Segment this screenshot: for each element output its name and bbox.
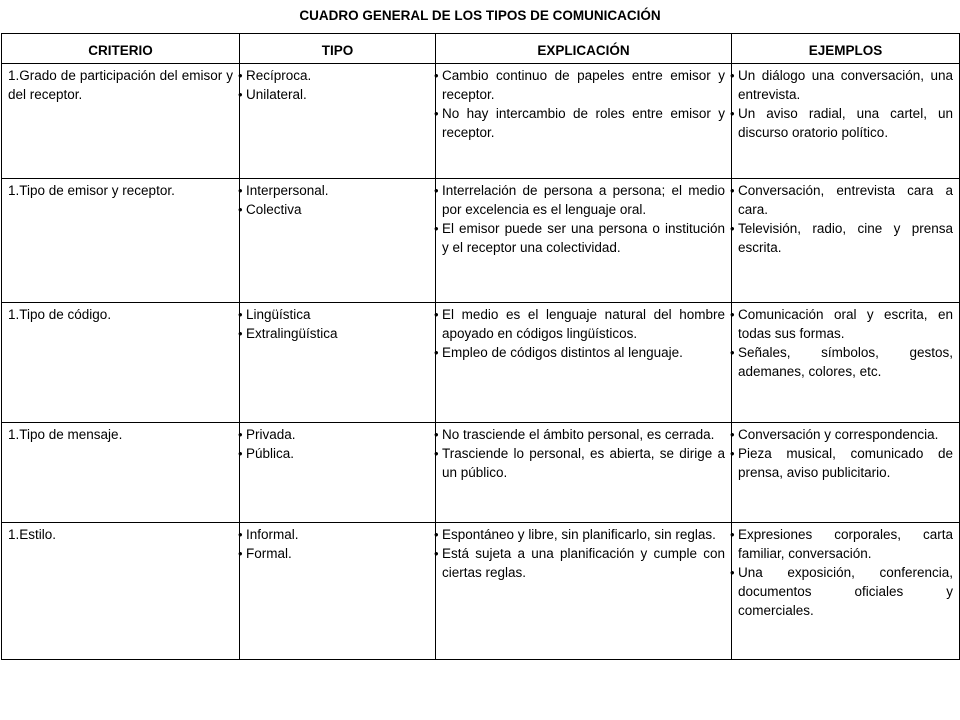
list-item [730,305,953,343]
list-item [730,444,953,482]
ejemplo-text: Conversación y correspondencia. [738,427,939,442]
table-row [2,423,960,523]
list-item [730,104,953,142]
bullet-icon: • [730,427,735,442]
tipo-cell [240,523,436,660]
bullet-icon: • [238,202,243,217]
bullet-icon: • [730,345,735,360]
explicacion-text: El medio es el lenguaje natural del hombre apoyado en códigos lingüísticos. [442,307,725,341]
bullet-icon: • [434,183,439,198]
list-item [730,343,953,381]
criterio-cell: 1.Tipo de mensaje. [2,423,240,523]
list-item [238,85,429,104]
criterio-cell: 1.Estilo. [2,523,240,660]
explicacion-text: Interrelación de persona a persona; el medio por excelencia es el lenguaje oral. [442,183,725,217]
list-item [434,525,725,544]
bullet-icon: • [238,68,243,83]
bullet-icon: • [238,326,243,341]
list-item [434,343,725,362]
tipo-text: Formal. [246,546,292,561]
criterio-cell: 1.Grado de participación del emisor y del receptor. [2,64,240,179]
bullet-icon: • [434,221,439,236]
list-item [730,219,953,257]
list-item [434,66,725,104]
criterio-cell: 1.Tipo de emisor y receptor. [2,179,240,303]
ejemplo-text: Una exposición, conferencia, documentos oficiales y comerciales. [738,565,953,618]
tipo-text: Lingüística [246,307,311,322]
bullet-icon: • [434,307,439,322]
bullet-icon: • [730,565,735,580]
ejemplo-text: Señales, símbolos, gestos, ademanes, colores, etc. [738,345,953,379]
list-item [730,66,953,104]
list-item [730,181,953,219]
bullet-icon: • [730,68,735,83]
bullet-icon: • [434,345,439,360]
criterio-cell: 1.Tipo de código. [2,303,240,423]
bullet-icon: • [238,446,243,461]
explicacion-cell [436,423,732,523]
communication-types-table [1,33,960,660]
bullet-icon: • [434,68,439,83]
header-explicacion: EXPLICACIÓN [436,34,732,64]
bullet-icon: • [238,427,243,442]
list-item [434,104,725,142]
bullet-icon: • [730,307,735,322]
ejemplo-text: Un aviso radial, una cartel, un discurso oratorio político. [738,106,953,140]
header-ejemplos: EJEMPLOS [732,34,960,64]
explicacion-text: No hay intercambio de roles entre emisor y receptor. [442,106,725,140]
table-row [2,523,960,660]
bullet-icon: • [730,446,735,461]
tipo-cell [240,64,436,179]
table-row [2,303,960,423]
tipo-text: Interpersonal. [246,183,329,198]
explicacion-cell [436,179,732,303]
list-item [730,563,953,620]
tipo-cell [240,179,436,303]
tipo-cell [240,423,436,523]
list-item [238,200,429,219]
list-item [238,425,429,444]
header-criterio: CRITERIO [2,34,240,64]
list-item [730,425,953,444]
explicacion-text: No trasciende el ámbito personal, es cerrada. [442,427,715,442]
list-item [434,181,725,219]
tipo-text: Privada. [246,427,296,442]
bullet-icon: • [730,106,735,121]
explicacion-text: Trasciende lo personal, es abierta, se dirige a un público. [442,446,725,480]
ejemplos-cell [732,64,960,179]
ejemplo-text: Pieza musical, comunicado de prensa, aviso publicitario. [738,446,953,480]
list-item [434,444,725,482]
bullet-icon: • [238,183,243,198]
explicacion-text: Espontáneo y libre, sin planificarlo, sin reglas. [442,527,716,542]
ejemplo-text: Conversación, entrevista cara a cara. [738,183,953,217]
tipo-text: Unilateral. [246,87,307,102]
list-item [730,525,953,563]
explicacion-text: Está sujeta a una planificación y cumple con ciertas reglas. [442,546,725,580]
bullet-icon: • [730,527,735,542]
explicacion-text: Empleo de códigos distintos al lenguaje. [442,345,683,360]
bullet-icon: • [238,527,243,542]
bullet-icon: • [434,446,439,461]
ejemplo-text: Expresiones corporales, carta familiar, conversación. [738,527,953,561]
explicacion-cell [436,523,732,660]
ejemplos-cell [732,303,960,423]
explicacion-cell [436,303,732,423]
bullet-icon: • [238,307,243,322]
list-item [238,324,429,343]
tipo-text: Informal. [246,527,299,542]
bullet-icon: • [434,106,439,121]
bullet-icon: • [434,546,439,561]
page-title: CUADRO GENERAL DE LOS TIPOS DE COMUNICACIÓN [299,8,661,23]
list-item [434,425,725,444]
table-row [2,64,960,179]
tipo-text: Extralingüística [246,326,338,341]
ejemplo-text: Un diálogo una conversación, una entrevista. [738,68,953,102]
list-item [434,544,725,582]
ejemplo-text: Televisión, radio, cine y prensa escrita. [738,221,953,255]
ejemplo-text: Comunicación oral y escrita, en todas sus formas. [738,307,953,341]
explicacion-text: Cambio continuo de papeles entre emisor y receptor. [442,68,725,102]
list-item [238,305,429,324]
bullet-icon: • [730,221,735,236]
ejemplos-cell [732,523,960,660]
ejemplos-cell [732,179,960,303]
tipo-text: Recíproca. [246,68,312,83]
explicacion-text: El emisor puede ser una persona o institución y el receptor una colectividad. [442,221,725,255]
bullet-icon: • [434,527,439,542]
table-row [2,179,960,303]
explicacion-cell [436,64,732,179]
list-item [238,66,429,85]
bullet-icon: • [434,427,439,442]
ejemplos-cell [732,423,960,523]
bullet-icon: • [238,546,243,561]
list-item [238,525,429,544]
list-item [238,544,429,563]
table-header-row [2,34,960,64]
list-item [238,444,429,463]
list-item [238,181,429,200]
tipo-cell [240,303,436,423]
list-item [434,219,725,257]
tipo-text: Colectiva [246,202,302,217]
bullet-icon: • [730,183,735,198]
bullet-icon: • [238,87,243,102]
list-item [434,305,725,343]
header-tipo: TIPO [240,34,436,64]
tipo-text: Pública. [246,446,295,461]
